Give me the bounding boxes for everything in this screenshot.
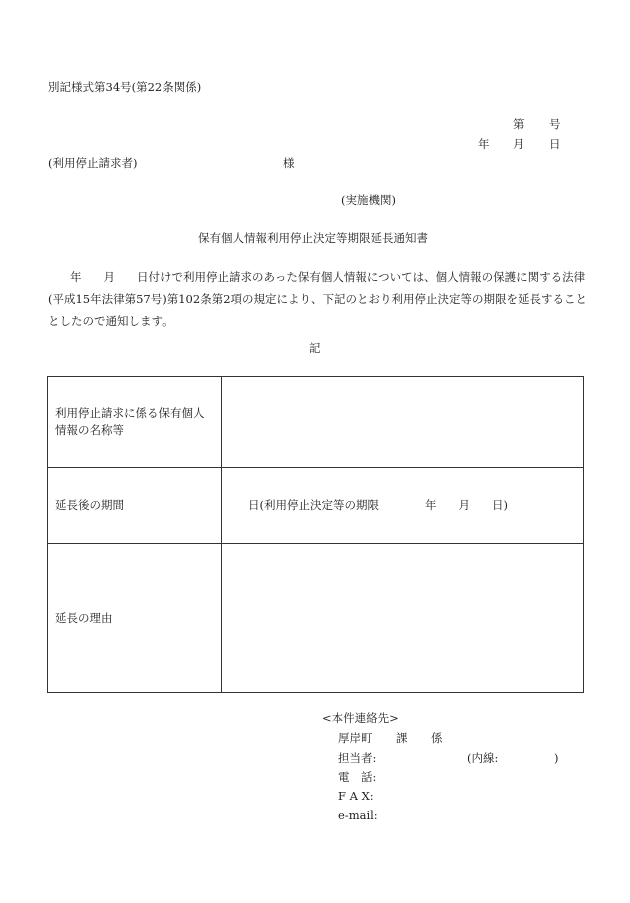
contact-fax-label: F A X: xyxy=(338,789,374,803)
contact-town: 厚岸町 xyxy=(338,731,373,745)
table-row xyxy=(48,377,584,468)
notice-month: 月 xyxy=(103,270,115,284)
contact-section: 課 xyxy=(396,731,408,745)
document-title: 保有個人情報利用停止決定等期限延長通知書 xyxy=(198,231,428,245)
notice-line-1 xyxy=(48,266,588,288)
number-prefix: 第 xyxy=(513,117,525,131)
recipient-label: (利用停止請求者) xyxy=(48,156,138,170)
extension-reason-label: 延長の理由 xyxy=(48,544,222,693)
contact-staff: 係 xyxy=(431,731,443,745)
date-year: 年 xyxy=(478,137,490,151)
recipient-honorific: 様 xyxy=(283,156,295,170)
table-row xyxy=(48,544,584,693)
contact-heading: <本件連絡先> xyxy=(322,711,399,725)
extension-reason-value xyxy=(222,544,584,693)
issuer-label: (実施機関) xyxy=(341,193,396,207)
contact-email-label: e-mail: xyxy=(338,808,378,822)
notice-year: 年 xyxy=(70,270,82,284)
table-row xyxy=(48,468,584,544)
ki-heading: 記 xyxy=(309,341,321,355)
extended-period-label: 延長後の期間 xyxy=(48,468,222,544)
contact-extension-open: (内線: xyxy=(467,751,499,765)
contact-phone-label: 電 話: xyxy=(338,770,377,784)
extended-period-value: 日(利用停止決定等の期限 年 月 日) xyxy=(222,468,584,544)
number-suffix: 号 xyxy=(549,117,561,131)
date-month: 月 xyxy=(513,137,525,151)
target-info-label: 利用停止請求に係る保有個人 情報の名称等 xyxy=(48,377,222,468)
date-day: 日 xyxy=(549,137,561,151)
contact-person-label: 担当者: xyxy=(338,751,377,765)
target-info-value xyxy=(222,377,584,468)
notice-body xyxy=(48,266,588,332)
notice-line-2: (平成15年法律第57号)第102条第2項の規定により、下記のとおり利用停止決定等の期限を延長すること xyxy=(48,292,588,306)
contact-extension-close: ) xyxy=(554,751,559,765)
notice-line-3: としたので通知します。 xyxy=(48,314,174,328)
notice-line-1-text: 日付けで利用停止請求のあった保有個人情報については、個人情報の保護に関する法律 xyxy=(137,270,586,284)
form-identifier: 別記様式第34号(第22条関係) xyxy=(48,80,202,94)
detail-table xyxy=(47,376,584,693)
